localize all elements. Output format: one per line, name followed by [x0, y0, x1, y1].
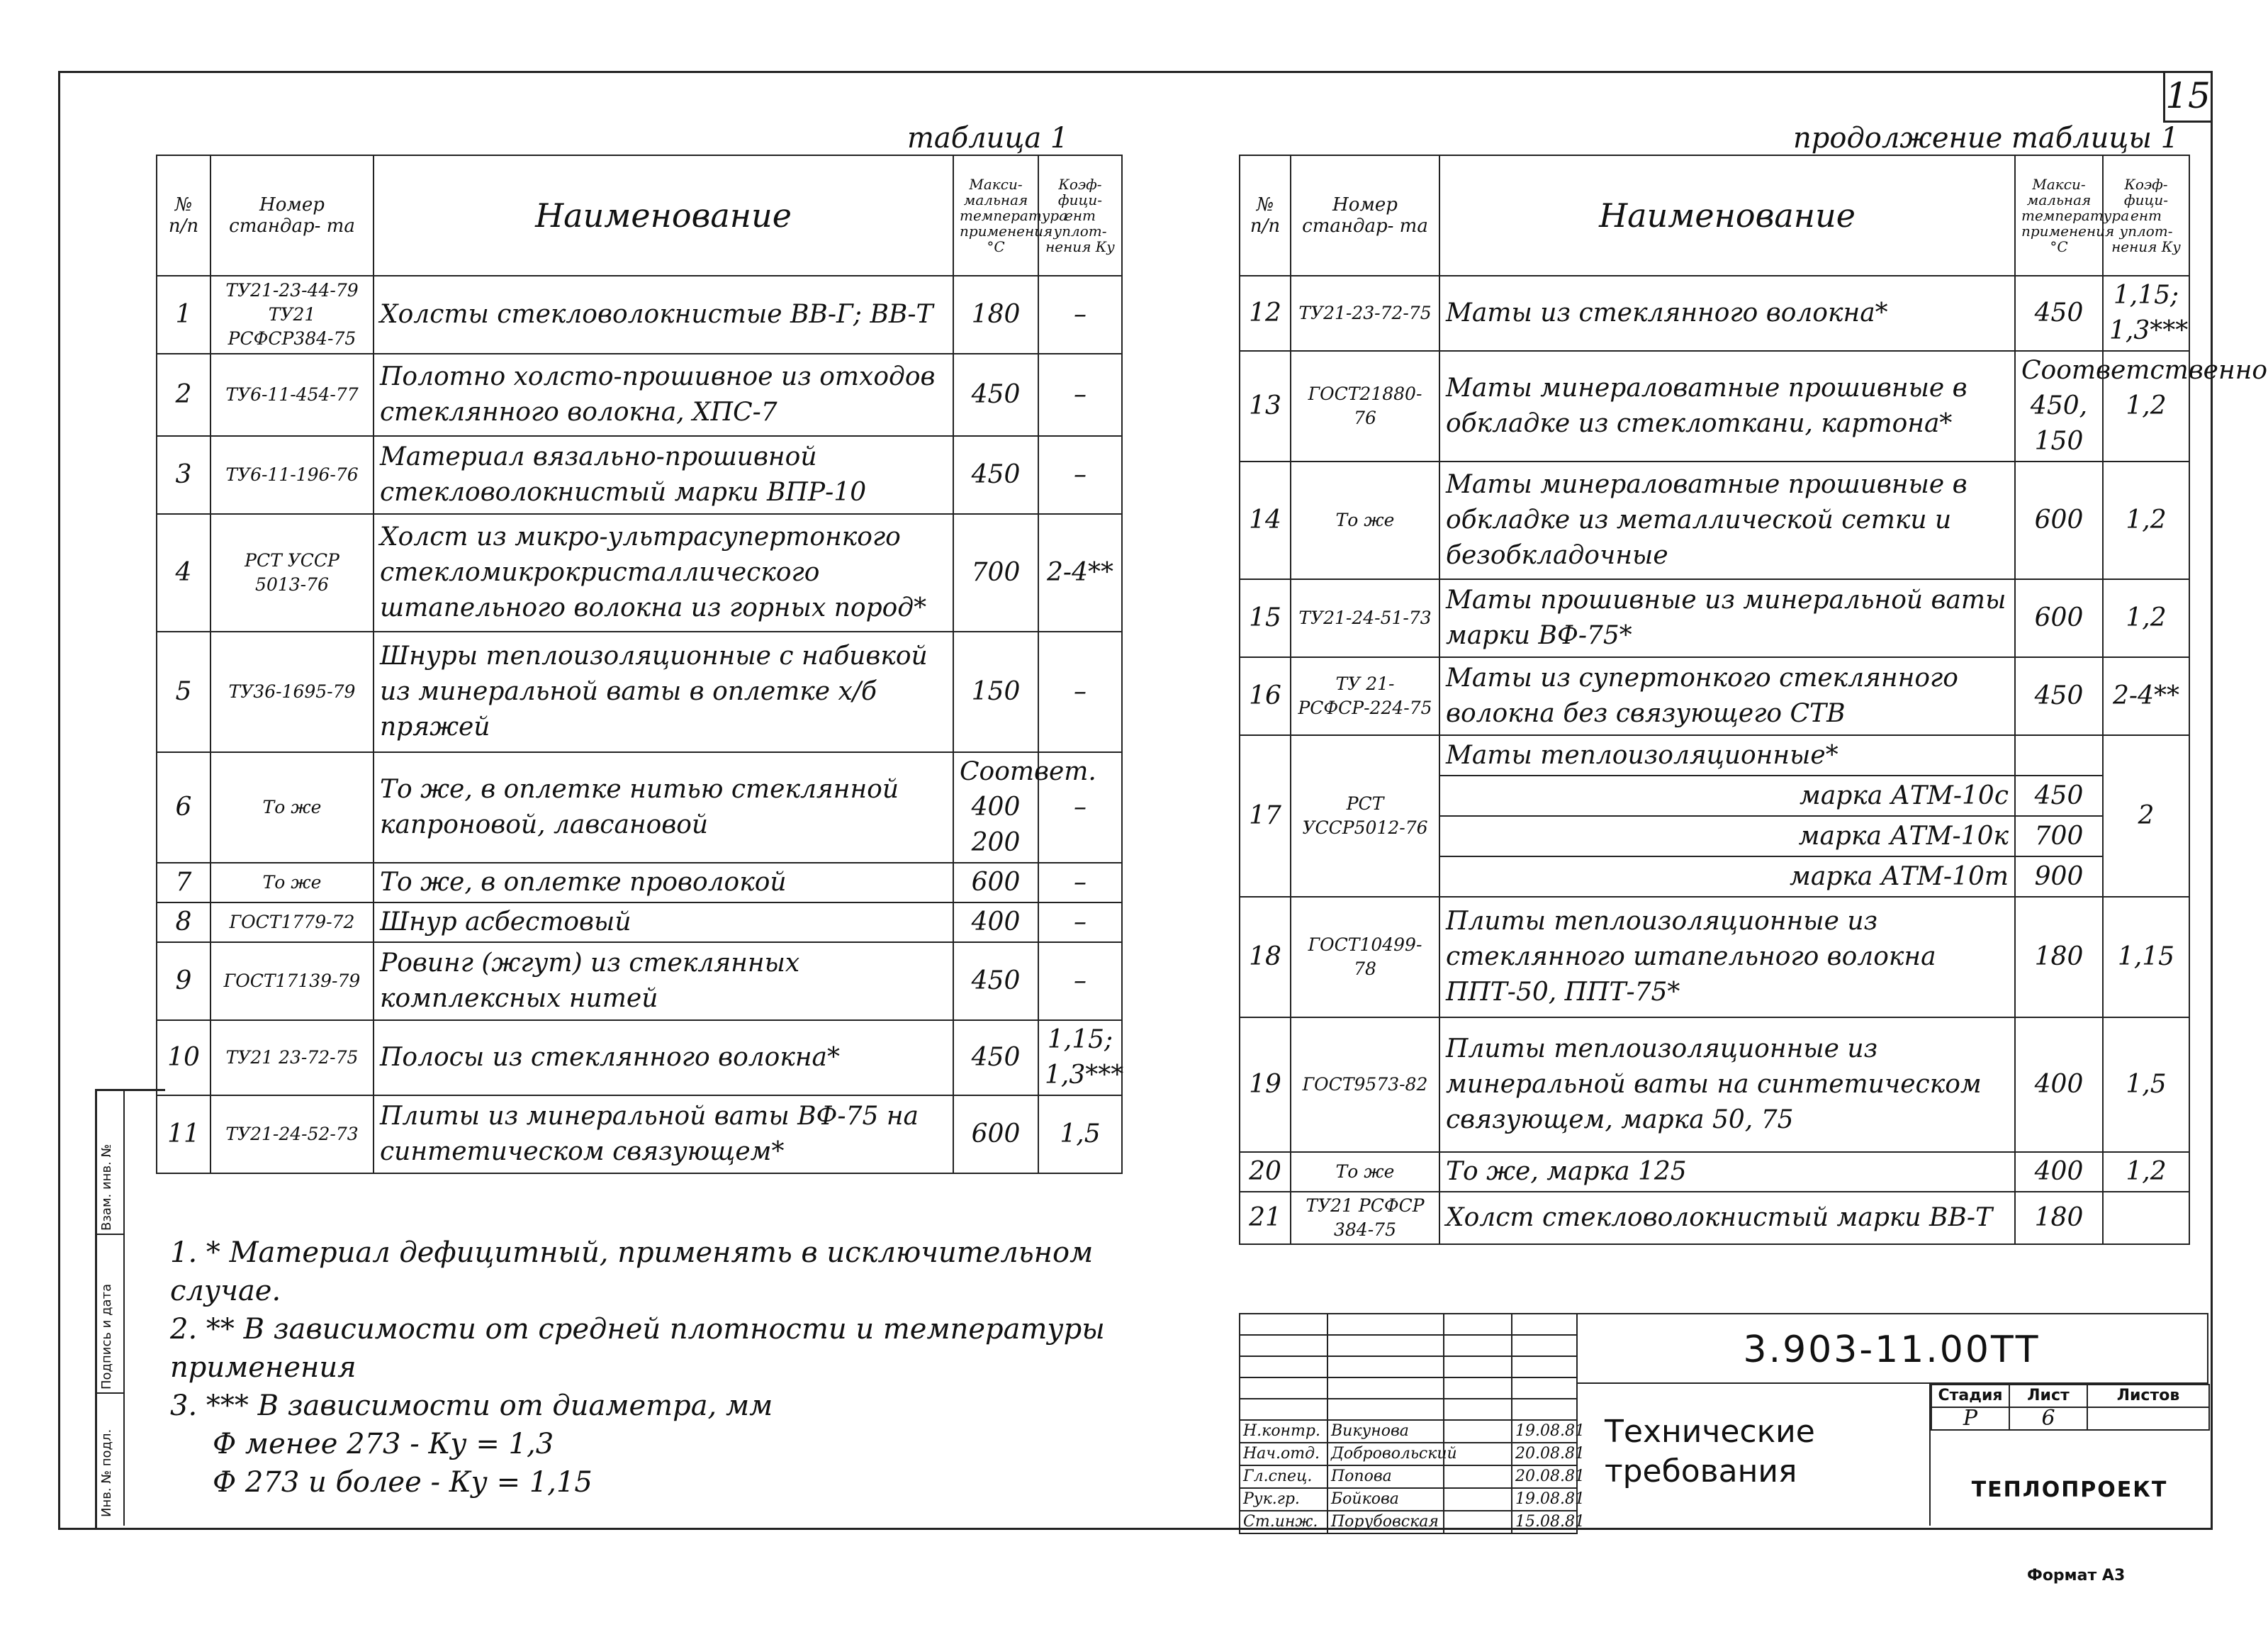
table2-row-name: Холст стекловолокнистый марки ВВ-Т [1439, 1192, 2015, 1244]
table1-row-standard: ТУ21 23-72-75 [210, 1020, 374, 1095]
table1-row-number: 6 [157, 752, 210, 863]
table1-row-coef: – [1038, 436, 1122, 514]
note-1: 1. * Материал дефицитный, применять в исключительном случае. [170, 1236, 1094, 1307]
table2-row-temp: 400 [2015, 1017, 2103, 1152]
table2-row-name: Маты минераловатные прошивные в обкладке из металлической сетки и безобкладочные [1439, 462, 2015, 579]
signature-row [1240, 1511, 1577, 1533]
table2-row-standard: То же [1291, 1152, 1439, 1192]
table2-row-coef: 2-4** [2103, 657, 2189, 735]
table2-row-coef: 1,15; 1,3*** [2103, 276, 2189, 351]
table2-row [1240, 276, 2189, 351]
signature-name [1327, 1399, 1444, 1420]
notes [170, 1234, 1162, 1502]
table1-row [157, 354, 1122, 436]
table2-subrow-temp: 450 [2015, 776, 2103, 816]
signature-role [1240, 1314, 1327, 1335]
table2-row-name: Маты прошивные из минеральной ваты марки ВФ-75* [1439, 579, 2015, 657]
table1-header-standard: Номер стандар- та [210, 155, 374, 276]
table1-row-name: То же, в оплетке проволокой [374, 863, 953, 902]
table1 [156, 155, 1123, 1174]
signature-sign [1444, 1377, 1512, 1399]
table1-row-number: 7 [157, 863, 210, 902]
table2-header-coef: Коэф- фици- ент уплот- нения Ку [2103, 155, 2189, 276]
signature-sign [1444, 1335, 1512, 1356]
table1-row-number: 2 [157, 354, 210, 436]
signature-date [1512, 1335, 1577, 1356]
side-label-replacement: Взам. инв. № [99, 1144, 114, 1231]
table2-row-name: Плиты теплоизоляционные из минеральной ваты на синтетическом связующем, марка 50, 75 [1439, 1017, 2015, 1152]
signature-row [1240, 1335, 1577, 1356]
signature-date [1512, 1377, 1577, 1399]
table1-row-number: 11 [157, 1095, 210, 1173]
signature-row [1240, 1399, 1577, 1420]
table2-row-coef: 2 [2103, 735, 2189, 897]
table1-row-standard: ТУ36-1695-79 [210, 632, 374, 752]
signature-sign [1444, 1314, 1512, 1335]
table2-row-standard: ТУ21-23-72-75 [1291, 276, 1439, 351]
table1-header-name: Наименование [374, 155, 953, 276]
signature-role: Н.контр. [1240, 1420, 1327, 1443]
table1-row-coef: – [1038, 752, 1122, 863]
table1-row-standard: То же [210, 752, 374, 863]
signature-role [1240, 1399, 1327, 1420]
table2-row-number: 15 [1240, 579, 1291, 657]
table1-row [157, 752, 1122, 863]
table2-row-standard: То же [1291, 462, 1439, 579]
signature-role [1240, 1377, 1327, 1399]
signature-date [1512, 1314, 1577, 1335]
page-number: 15 [2163, 71, 2211, 123]
table1-row-coef: – [1038, 632, 1122, 752]
binding-divider-2 [95, 1392, 123, 1394]
table2-row-number: 19 [1240, 1017, 1291, 1152]
table2-subrow-name: марка АТМ-10с [1439, 776, 2015, 816]
table1-row [157, 1020, 1122, 1095]
table2-row-name: Маты теплоизоляционные* [1439, 735, 2015, 776]
table1-header-num: № п/п [157, 155, 210, 276]
table2-row [1240, 351, 2189, 462]
table1-row-coef: 1,15; 1,3*** [1038, 1020, 1122, 1095]
signature-date: 19.08.81 [1512, 1420, 1577, 1443]
table2-row-standard: ТУ21 РСФСР 384-75 [1291, 1192, 1439, 1244]
table1-row-temp: 600 [953, 863, 1038, 902]
table2-row-standard: ГОСТ21880-76 [1291, 351, 1439, 462]
signature-role: Ст.инж. [1240, 1511, 1327, 1533]
table1-row-number: 5 [157, 632, 210, 752]
signature-row [1240, 1443, 1577, 1465]
table2-caption: продолжение таблицы 1 [1793, 122, 2179, 155]
table2-row-standard: РСТ УССР5012-76 [1291, 735, 1439, 897]
signature-row [1240, 1488, 1577, 1511]
signature-sign [1444, 1356, 1512, 1377]
table1-row-temp: 450 [953, 942, 1038, 1020]
table1-row-number: 1 [157, 276, 210, 354]
table1-row-standard: ТУ6-11-454-77 [210, 354, 374, 436]
table1-row [157, 436, 1122, 514]
table1-row-coef: – [1038, 354, 1122, 436]
note-2: 2. ** В зависимости от средней плотности и температуры применения [170, 1313, 1105, 1384]
table1-row-number: 4 [157, 514, 210, 632]
table1-row-name: Холст из микро-ультрасупертонкого стекломикрокристаллического штапельного волокна из горных пород* [374, 514, 953, 632]
note-3-line-b: Ф 273 и более - Ку = 1,15 [213, 1466, 593, 1499]
table2-row-name: Маты минераловатные прошивные в обкладке из стеклоткани, картона* [1439, 351, 2015, 462]
table2-header-name: Наименование [1439, 155, 2015, 276]
table1-row-temp: 450 [953, 1020, 1038, 1095]
table2-row-standard: ГОСТ10499-78 [1291, 897, 1439, 1017]
table2-row [1240, 579, 2189, 657]
signature-role: Рук.гр. [1240, 1488, 1327, 1511]
table1-row-temp: 400 [953, 902, 1038, 942]
table2-header-num: № п/п [1240, 155, 1291, 276]
table2-row [1240, 657, 2189, 735]
table1-row-standard: РСТ УССР 5013-76 [210, 514, 374, 632]
signature-role [1240, 1356, 1327, 1377]
table2-row-temp: 600 [2015, 462, 2103, 579]
table2-row-name: Маты из супертонкого стеклянного волокна без связующего СТВ [1439, 657, 2015, 735]
table2-subrow-name: марка АТМ-10к [1439, 816, 2015, 856]
table1-row-number: 3 [157, 436, 210, 514]
table2-row-name: То же, марка 125 [1439, 1152, 2015, 1192]
binding-divider-3 [123, 1089, 125, 1526]
format-label: Формат А3 [2027, 1567, 2126, 1584]
sheet-label: Лист [2009, 1385, 2087, 1407]
table2-row-standard: ТУ 21- РСФСР-224-75 [1291, 657, 1439, 735]
signature-date: 20.08.81 [1512, 1465, 1577, 1488]
table2-row-number: 17 [1240, 735, 1291, 897]
table2-row-temp: 450 [2015, 276, 2103, 351]
table2-row-temp: 180 [2015, 1192, 2103, 1244]
table1-row-name: Шнуры теплоизоляционные с набивкой из минеральной ваты в оплетке х/б пряжей [374, 632, 953, 752]
table2-row-number: 16 [1240, 657, 1291, 735]
table2-row-number: 18 [1240, 897, 1291, 1017]
table1-row-coef: – [1038, 942, 1122, 1020]
table1-caption: таблица 1 [907, 122, 1069, 155]
signature-date: 20.08.81 [1512, 1443, 1577, 1465]
signature-row [1240, 1314, 1577, 1335]
title-block-sheet-info [1931, 1384, 2210, 1431]
signature-name: Добровольский [1327, 1443, 1444, 1465]
table2-header-standard: Номер стандар- та [1291, 155, 1439, 276]
table2-row-coef: 1,2 [2103, 351, 2189, 462]
table2-row-temp: 180 [2015, 897, 2103, 1017]
table1-row-standard: ГОСТ1779-72 [210, 902, 374, 942]
table2-row-coef: 1,5 [2103, 1017, 2189, 1152]
table2-row-temp [2015, 735, 2103, 776]
table1-header-temp: Макси- мальная температура применения °С [953, 155, 1038, 276]
table1-row-name: Плиты из минеральной ваты ВФ-75 на синтетическом связующем* [374, 1095, 953, 1173]
note-3: 3. *** В зависимости от диаметра, мм [170, 1390, 773, 1422]
signature-sign [1444, 1511, 1512, 1533]
table2-row-number: 12 [1240, 276, 1291, 351]
table1-row-temp: 180 [953, 276, 1038, 354]
table2-row-temp: Соответственно 450, 150 [2015, 351, 2103, 462]
signature-name [1327, 1335, 1444, 1356]
stage-label: Стадия [1931, 1385, 2009, 1407]
signature-role [1240, 1335, 1327, 1356]
table1-row-name: Холсты стекловолокнистые ВВ-Г; ВВ-Т [374, 276, 953, 354]
table1-row [157, 942, 1122, 1020]
table2-header-temp: Макси- мальная температура применения °С [2015, 155, 2103, 276]
table1-row-temp: 600 [953, 1095, 1038, 1173]
signature-date [1512, 1399, 1577, 1420]
signature-sign [1444, 1488, 1512, 1511]
table1-row-temp: 450 [953, 436, 1038, 514]
table1-row-coef: – [1038, 863, 1122, 902]
table2-row-number: 14 [1240, 462, 1291, 579]
title-block-title: Технические требования [1576, 1384, 1931, 1526]
signature-sign [1444, 1465, 1512, 1488]
sheets-label: Листов [2087, 1385, 2209, 1407]
table2-row-temp: 400 [2015, 1152, 2103, 1192]
side-label-inventory: Инв. № подл. [99, 1429, 114, 1517]
signature-name [1327, 1377, 1444, 1399]
table2-row-coef: 1,2 [2103, 579, 2189, 657]
signature-name [1327, 1314, 1444, 1335]
table1-row-name: Полотно холсто-прошивное из отходов стеклянного волокна, ХПС-7 [374, 354, 953, 436]
table2-row-coef [2103, 1192, 2189, 1244]
table2-subrow-name: марка АТМ-10т [1439, 856, 2015, 897]
table1-row-standard: ТУ21-23-44-79 ТУ21 РСФСР384-75 [210, 276, 374, 354]
table1-row-temp: 450 [953, 354, 1038, 436]
table1-row-coef: – [1038, 276, 1122, 354]
table2-row-coef: 1,2 [2103, 1152, 2189, 1192]
table2-row-number: 13 [1240, 351, 1291, 462]
signature-name: Попова [1327, 1465, 1444, 1488]
side-label-signature: Подпись и дата [99, 1283, 114, 1390]
table2-row [1240, 462, 2189, 579]
table1-row-name: Полосы из стеклянного волокна* [374, 1020, 953, 1095]
title-block-org: ТЕПЛОПРОЕКТ [1971, 1477, 2168, 1502]
table2-row-standard: ТУ21-24-51-73 [1291, 579, 1439, 657]
signature-name [1327, 1356, 1444, 1377]
table2-subrow-temp: 900 [2015, 856, 2103, 897]
table1-row-number: 10 [157, 1020, 210, 1095]
table1-row-coef: 1,5 [1038, 1095, 1122, 1173]
table1-header-coef: Коэф- фици- ент уплот- нения Ку [1038, 155, 1122, 276]
table1-row-coef: 2-4** [1038, 514, 1122, 632]
table1-row-standard: ТУ6-11-196-76 [210, 436, 374, 514]
signature-date: 15.08.81 [1512, 1511, 1577, 1533]
table1-row [157, 863, 1122, 902]
table2-row-name: Маты из стеклянного волокна* [1439, 276, 2015, 351]
signature-row [1240, 1465, 1577, 1488]
table2-row [1240, 1152, 2189, 1192]
table2-row [1240, 1017, 2189, 1152]
signature-row [1240, 1377, 1577, 1399]
table1-row-name: Материал вязально-прошивной стекловолокнистый марки ВПР-10 [374, 436, 953, 514]
table1-row-temp: Соответ. 400 200 [953, 752, 1038, 863]
table1-row-number: 9 [157, 942, 210, 1020]
signature-name: Порубовская [1327, 1511, 1444, 1533]
title-block-code: 3.903-11.00ТТ [1576, 1313, 2208, 1384]
table2-row-coef: 1,15 [2103, 897, 2189, 1017]
signature-date [1512, 1356, 1577, 1377]
table2-row-number: 21 [1240, 1192, 1291, 1244]
table2-row [1240, 897, 2189, 1017]
signature-row [1240, 1420, 1577, 1443]
table2-row-standard: ГОСТ9573-82 [1291, 1017, 1439, 1152]
table1-row [157, 1095, 1122, 1173]
table2-row [1240, 1192, 2189, 1244]
signature-name: Бойкова [1327, 1488, 1444, 1511]
signature-name: Викунова [1327, 1420, 1444, 1443]
sheets-value [2087, 1407, 2209, 1430]
table1-row-coef: – [1038, 902, 1122, 942]
table1-row-temp: 700 [953, 514, 1038, 632]
table1-row-temp: 150 [953, 632, 1038, 752]
table2 [1239, 155, 2268, 1245]
table1-row-name: Ровинг (жгут) из стеклянных комплексных нитей [374, 942, 953, 1020]
signature-sign [1444, 1399, 1512, 1420]
table2-row-temp: 600 [2015, 579, 2103, 657]
note-3-line-a: Ф менее 273 - Ку = 1,3 [213, 1428, 554, 1460]
signature-role: Гл.спец. [1240, 1465, 1327, 1488]
table1-row [157, 902, 1122, 942]
stage-value: Р [1931, 1407, 2009, 1430]
table1-row-name: Шнур асбестовый [374, 902, 953, 942]
table2-subrow-temp: 700 [2015, 816, 2103, 856]
table1-row-standard: ГОСТ17139-79 [210, 942, 374, 1020]
binding-divider-1 [95, 1234, 123, 1235]
signature-sign [1444, 1420, 1512, 1443]
table2-row-number: 20 [1240, 1152, 1291, 1192]
title-block [1239, 1313, 2208, 1531]
table2-row-coef: 1,2 [2103, 462, 2189, 579]
table1-row [157, 276, 1122, 354]
table2-row [1240, 735, 2189, 776]
table1-row-number: 8 [157, 902, 210, 942]
sheet-value: 6 [2009, 1407, 2087, 1430]
signature-row [1240, 1356, 1577, 1377]
table1-row-standard: То же [210, 863, 374, 902]
title-block-signatures [1239, 1313, 1585, 1534]
signature-date: 19.08.81 [1512, 1488, 1577, 1511]
table1-row [157, 514, 1122, 632]
table2-row-name: Плиты теплоизоляционные из стеклянного штапельного волокна ППТ-50, ППТ-75* [1439, 897, 2015, 1017]
table1-row-name: То же, в оплетке нитью стеклянной капроновой, лавсановой [374, 752, 953, 863]
table2-row-temp: 450 [2015, 657, 2103, 735]
table1-row [157, 632, 1122, 752]
signature-role: Нач.отд. [1240, 1443, 1327, 1465]
table1-row-standard: ТУ21-24-52-73 [210, 1095, 374, 1173]
